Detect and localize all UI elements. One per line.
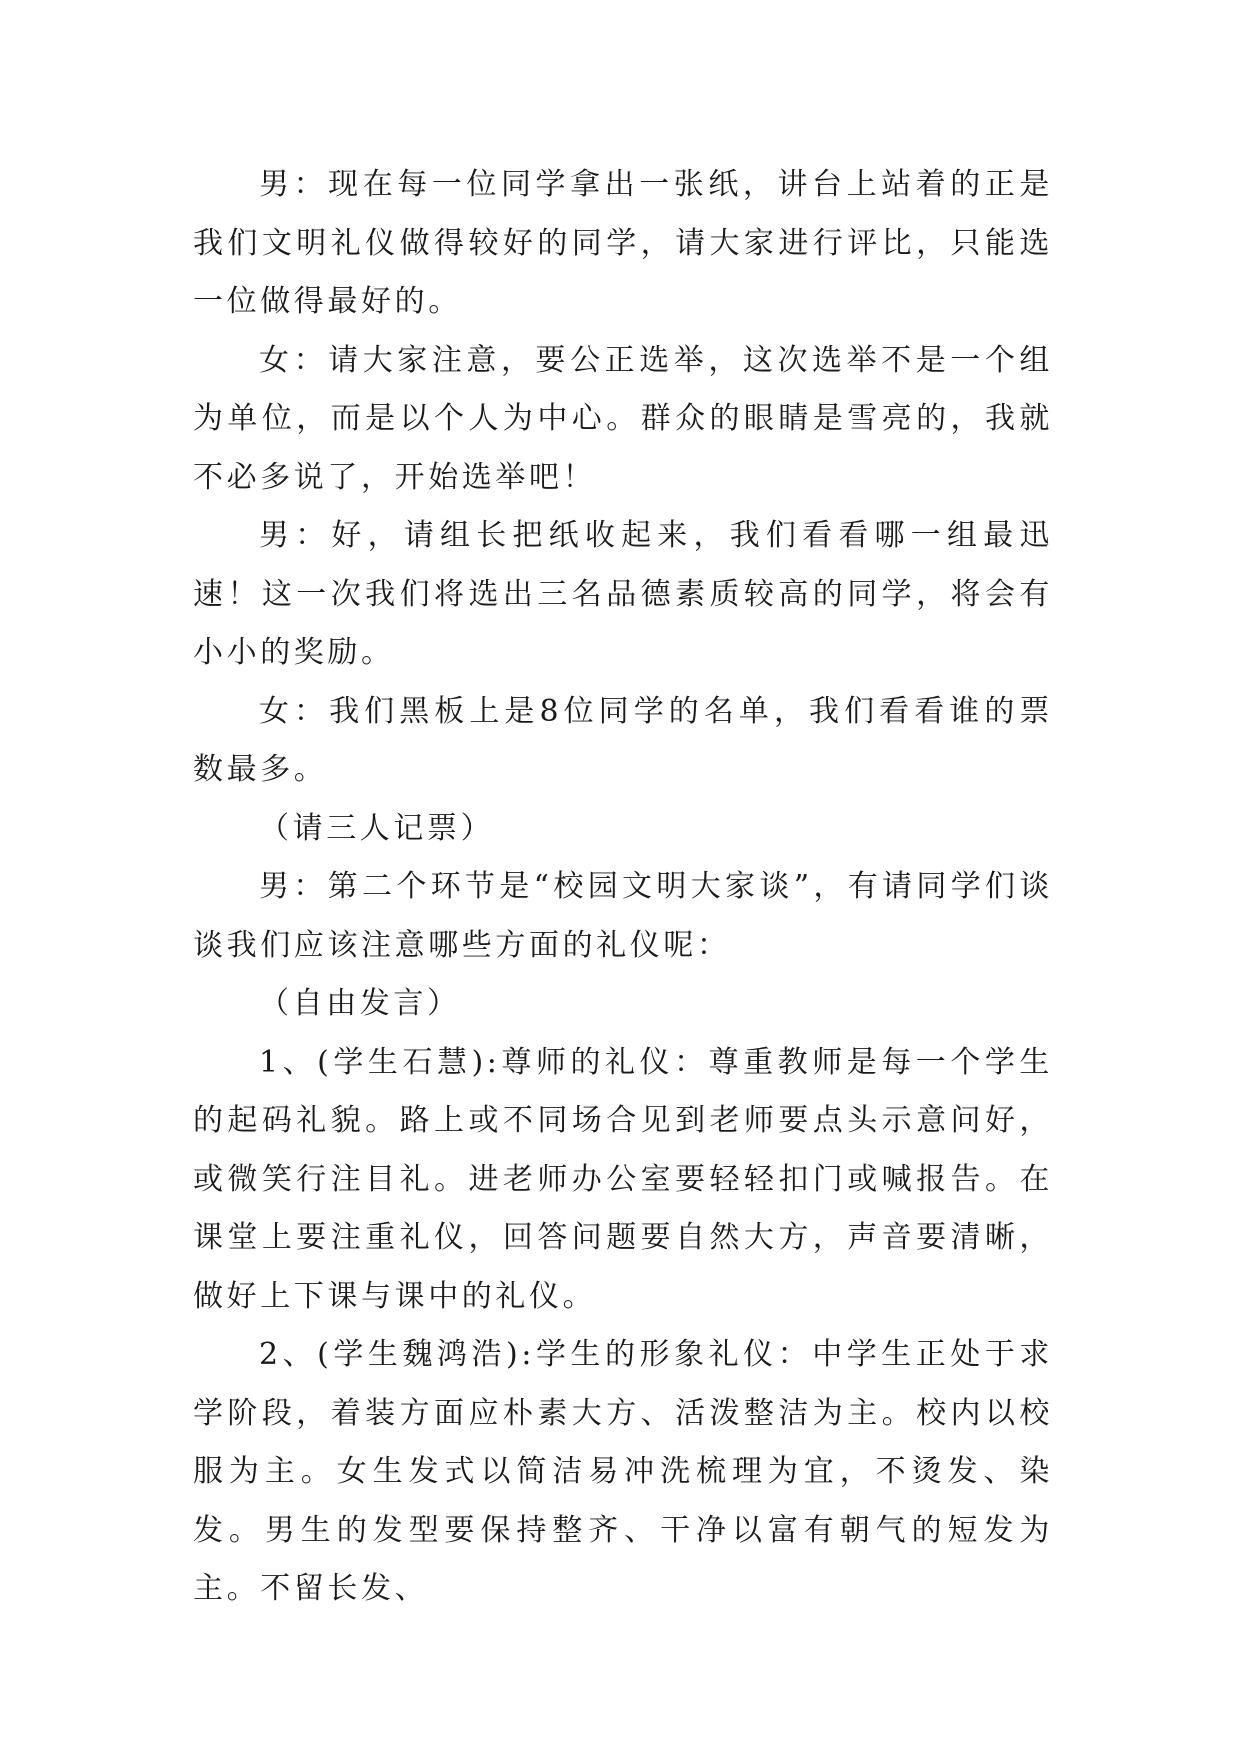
paragraph-female-fair-election: 女：请大家注意，要公正选举，这次选举不是一个组为单位，而是以个人为中心。群众的眼睛是雪亮的，我就不必多说了，开始选举吧！ bbox=[193, 342, 1053, 495]
paragraph-female-blackboard-names: 女：我们黑板上是8位同学的名单，我们看看谁的票数最多。 bbox=[193, 693, 1053, 787]
document-body bbox=[193, 156, 1053, 1619]
paragraph-male-voting-intro: 男：现在每一位同学拿出一张纸，讲台上站着的正是我们文明礼仪做得较好的同学，请大家进行评比，只能选一位做得最好的。 bbox=[193, 167, 1053, 319]
paragraph-male-second-segment: 男：第二个环节是“校园文明大家谈”，有请同学们谈谈我们应该注意哪些方面的礼仪呢： bbox=[193, 869, 1053, 963]
paragraph-free-speech-note: （自由发言） bbox=[259, 986, 461, 1021]
paragraph-male-collect-papers: 男：好，请组长把纸收起来，我们看看哪一组最迅速！这一次我们将选出三名品德素质较高的同学，将会有小小的奖励。 bbox=[193, 518, 1053, 670]
paragraph-vote-count-note: （请三人记票） bbox=[259, 810, 495, 846]
paragraph-student-image-etiquette: 2、(学生魏鸿浩):学生的形象礼仪：中学生正处于求学阶段，着装方面应朴素大方、活泼整洁为主。校内以校服为主。女生发式以简洁易冲洗梳理为宜，不烫发、染发。男生的发型要保持整齐、干净以富有朝气的短发为主。不留长发、 bbox=[193, 1337, 1053, 1606]
paragraph-teacher-respect-etiquette: 1、(学生石慧):尊师的礼仪：尊重教师是每一个学生的起码礼貌。路上或不同场合见到老师要点头示意问好，或微笑行注目礼。进老师办公室要轻轻扣门或喊报告。在课堂上要注重礼仪，回答问题要自然大方，声音要清晰，做好上下课与课中的礼仪。 bbox=[193, 1044, 1053, 1314]
